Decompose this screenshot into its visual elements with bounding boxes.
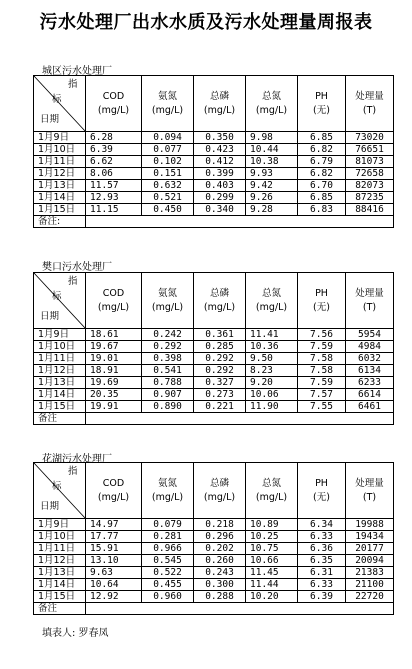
- table-row: [34, 389, 394, 401]
- column-header-volume: [346, 273, 394, 329]
- column-unit: (T): [362, 104, 377, 116]
- column-title: 总磷: [209, 90, 229, 102]
- ammonia-cell: 0.522: [142, 567, 194, 579]
- tp-cell: 0.340: [194, 204, 246, 216]
- cod-cell: 9.63: [86, 567, 142, 579]
- ph-cell: 6.85: [298, 132, 346, 144]
- header-date: 日期: [40, 311, 60, 322]
- tn-cell: 9.42: [246, 180, 298, 192]
- volume-cell: 81073: [346, 156, 394, 168]
- date-cell: 1月14日: [34, 579, 86, 591]
- tn-cell: 10.66: [246, 555, 298, 567]
- cod-cell: 17.77: [86, 531, 142, 543]
- volume-cell: 6461: [346, 401, 394, 413]
- cod-cell: 6.39: [86, 144, 142, 156]
- column-unit: (mg/L): [151, 491, 184, 503]
- note-label: 备注: [34, 413, 86, 425]
- column-title: PH: [315, 90, 328, 102]
- diagonal-header-cell: [34, 76, 86, 132]
- cod-cell: 13.10: [86, 555, 142, 567]
- tp-cell: 0.285: [194, 341, 246, 353]
- column-header-ph: [298, 273, 346, 329]
- header-indicator-2: 标: [52, 94, 62, 105]
- column-header-tp: [194, 273, 246, 329]
- column-title: 总氮: [261, 287, 281, 299]
- tp-cell: 0.221: [194, 401, 246, 413]
- column-title: 处理量: [355, 477, 384, 489]
- date-cell: 1月15日: [34, 204, 86, 216]
- header-indicator: 指: [68, 276, 78, 287]
- column-unit: (mg/L): [97, 491, 130, 503]
- column-header-ph: [298, 76, 346, 132]
- header-row: [34, 273, 394, 329]
- date-cell: 1月13日: [34, 567, 86, 579]
- header-indicator-2: 标: [52, 481, 62, 492]
- note-content: [86, 216, 394, 228]
- ammonia-cell: 0.545: [142, 555, 194, 567]
- table-row: [34, 519, 394, 531]
- ph-cell: 6.79: [298, 156, 346, 168]
- date-cell: 1月10日: [34, 144, 86, 156]
- cod-cell: 8.06: [86, 168, 142, 180]
- ph-cell: 6.33: [298, 531, 346, 543]
- column-unit: (mg/L): [203, 491, 236, 503]
- column-title: 总氮: [261, 90, 281, 102]
- tp-cell: 0.399: [194, 168, 246, 180]
- ammonia-cell: 0.450: [142, 204, 194, 216]
- cod-cell: 11.15: [86, 204, 142, 216]
- ammonia-cell: 0.094: [142, 132, 194, 144]
- cod-cell: 19.67: [86, 341, 142, 353]
- date-cell: 1月13日: [34, 377, 86, 389]
- ammonia-cell: 0.541: [142, 365, 194, 377]
- column-unit: (T): [362, 491, 377, 503]
- ph-cell: 6.83: [298, 204, 346, 216]
- volume-cell: 72658: [346, 168, 394, 180]
- ph-cell: 7.57: [298, 389, 346, 401]
- ammonia-cell: 0.890: [142, 401, 194, 413]
- table-row: [34, 156, 394, 168]
- volume-cell: 21383: [346, 567, 394, 579]
- column-header-volume: [346, 463, 394, 519]
- cod-cell: 15.91: [86, 543, 142, 555]
- table-row: [34, 192, 394, 204]
- table-row: [34, 144, 394, 156]
- ammonia-cell: 0.632: [142, 180, 194, 192]
- cod-cell: 20.35: [86, 389, 142, 401]
- table-row: [34, 567, 394, 579]
- cod-cell: 10.64: [86, 579, 142, 591]
- report-title: 污水处理厂出水水质及污水处理量周报表: [39, 12, 373, 33]
- table-row: [34, 555, 394, 567]
- date-cell: 1月12日: [34, 555, 86, 567]
- column-unit: (mg/L): [151, 104, 184, 116]
- report-table: [33, 75, 394, 228]
- ammonia-cell: 0.907: [142, 389, 194, 401]
- volume-cell: 20094: [346, 555, 394, 567]
- column-title: 处理量: [355, 90, 384, 102]
- table-row: [34, 377, 394, 389]
- column-title: 氨氮: [157, 477, 177, 489]
- cod-cell: 19.91: [86, 401, 142, 413]
- tp-cell: 0.296: [194, 531, 246, 543]
- column-unit: (mg/L): [255, 104, 288, 116]
- tp-cell: 0.403: [194, 180, 246, 192]
- ammonia-cell: 0.788: [142, 377, 194, 389]
- tp-cell: 0.218: [194, 519, 246, 531]
- column-header-tp: [194, 76, 246, 132]
- ph-cell: 6.36: [298, 543, 346, 555]
- volume-cell: 22720: [346, 591, 394, 603]
- tp-cell: 0.299: [194, 192, 246, 204]
- ammonia-cell: 0.079: [142, 519, 194, 531]
- column-title: COD: [102, 90, 125, 102]
- column-title: COD: [102, 477, 125, 489]
- column-unit: (mg/L): [203, 301, 236, 313]
- column-unit: (无): [313, 491, 330, 503]
- tp-cell: 0.288: [194, 591, 246, 603]
- volume-cell: 19434: [346, 531, 394, 543]
- cod-cell: 6.62: [86, 156, 142, 168]
- plant-name-chengqu: 城区污水处理厂: [42, 66, 112, 77]
- date-cell: 1月12日: [34, 365, 86, 377]
- ph-cell: 6.34: [298, 519, 346, 531]
- ph-cell: 6.31: [298, 567, 346, 579]
- date-cell: 1月9日: [34, 132, 86, 144]
- tn-cell: 11.44: [246, 579, 298, 591]
- column-title: 总磷: [209, 477, 229, 489]
- date-cell: 1月15日: [34, 401, 86, 413]
- note-row: [34, 603, 394, 615]
- volume-cell: 73020: [346, 132, 394, 144]
- ph-cell: 6.85: [298, 192, 346, 204]
- ph-cell: 6.33: [298, 579, 346, 591]
- tn-cell: 10.25: [246, 531, 298, 543]
- header-indicator: 指: [68, 79, 78, 90]
- ph-cell: 6.35: [298, 555, 346, 567]
- date-cell: 1月15日: [34, 591, 86, 603]
- ammonia-cell: 0.521: [142, 192, 194, 204]
- ph-cell: 7.55: [298, 401, 346, 413]
- cod-cell: 14.97: [86, 519, 142, 531]
- column-title: 总氮: [261, 477, 281, 489]
- column-unit: (mg/L): [255, 491, 288, 503]
- volume-cell: 20177: [346, 543, 394, 555]
- ammonia-cell: 0.242: [142, 329, 194, 341]
- volume-cell: 6233: [346, 377, 394, 389]
- tp-cell: 0.292: [194, 365, 246, 377]
- column-header-ammonia: [142, 463, 194, 519]
- ph-cell: 6.70: [298, 180, 346, 192]
- tn-cell: 9.26: [246, 192, 298, 204]
- table-row: [34, 401, 394, 413]
- ph-cell: 7.58: [298, 365, 346, 377]
- tp-cell: 0.412: [194, 156, 246, 168]
- tp-cell: 0.260: [194, 555, 246, 567]
- tn-cell: 10.75: [246, 543, 298, 555]
- tn-cell: 10.38: [246, 156, 298, 168]
- tn-cell: 9.93: [246, 168, 298, 180]
- column-unit: (无): [313, 301, 330, 313]
- table-row: [34, 329, 394, 341]
- header-date: 日期: [40, 114, 60, 125]
- date-cell: 1月10日: [34, 341, 86, 353]
- date-cell: 1月11日: [34, 156, 86, 168]
- column-unit: (mg/L): [151, 301, 184, 313]
- tp-cell: 0.423: [194, 144, 246, 156]
- column-title: 氨氮: [157, 90, 177, 102]
- tn-cell: 11.90: [246, 401, 298, 413]
- cod-cell: 12.93: [86, 192, 142, 204]
- volume-cell: 6032: [346, 353, 394, 365]
- tn-cell: 10.06: [246, 389, 298, 401]
- date-cell: 1月13日: [34, 180, 86, 192]
- table-row: [34, 543, 394, 555]
- date-cell: 1月11日: [34, 543, 86, 555]
- column-unit: (mg/L): [97, 104, 130, 116]
- tn-cell: 10.44: [246, 144, 298, 156]
- ammonia-cell: 0.398: [142, 353, 194, 365]
- column-header-ammonia: [142, 273, 194, 329]
- date-cell: 1月9日: [34, 519, 86, 531]
- tn-cell: 10.89: [246, 519, 298, 531]
- plant-name-fankou: 樊口污水处理厂: [42, 262, 112, 273]
- cod-cell: 18.61: [86, 329, 142, 341]
- tn-cell: 9.50: [246, 353, 298, 365]
- note-content: [86, 603, 394, 615]
- column-header-tn: [246, 463, 298, 519]
- tn-cell: 9.20: [246, 377, 298, 389]
- column-unit: (T): [362, 301, 377, 313]
- volume-cell: 21100: [346, 579, 394, 591]
- tp-cell: 0.202: [194, 543, 246, 555]
- tp-cell: 0.273: [194, 389, 246, 401]
- tp-cell: 0.243: [194, 567, 246, 579]
- note-row: [34, 413, 394, 425]
- ammonia-cell: 0.077: [142, 144, 194, 156]
- ammonia-cell: 0.292: [142, 341, 194, 353]
- filled-by: 填表人: 罗春凤: [42, 628, 109, 639]
- header-indicator: 指: [68, 466, 78, 477]
- volume-cell: 19988: [346, 519, 394, 531]
- volume-cell: 6134: [346, 365, 394, 377]
- header-row: [34, 463, 394, 519]
- date-cell: 1月14日: [34, 192, 86, 204]
- date-cell: 1月10日: [34, 531, 86, 543]
- table-row: [34, 132, 394, 144]
- tn-cell: 10.36: [246, 341, 298, 353]
- column-header-tn: [246, 273, 298, 329]
- ammonia-cell: 0.102: [142, 156, 194, 168]
- table-row: [34, 353, 394, 365]
- tp-cell: 0.350: [194, 132, 246, 144]
- ph-cell: 7.59: [298, 341, 346, 353]
- column-title: PH: [315, 477, 328, 489]
- volume-cell: 87235: [346, 192, 394, 204]
- table-row: [34, 579, 394, 591]
- ph-cell: 6.82: [298, 144, 346, 156]
- header-indicator-2: 标: [52, 291, 62, 302]
- column-unit: (mg/L): [203, 104, 236, 116]
- column-header-cod: [86, 273, 142, 329]
- column-header-cod: [86, 463, 142, 519]
- cod-cell: 6.28: [86, 132, 142, 144]
- date-cell: 1月9日: [34, 329, 86, 341]
- table-row: [34, 180, 394, 192]
- ammonia-cell: 0.966: [142, 543, 194, 555]
- note-row: [34, 216, 394, 228]
- column-title: 总磷: [209, 287, 229, 299]
- column-title: 处理量: [355, 287, 384, 299]
- volume-cell: 82073: [346, 180, 394, 192]
- column-header-volume: [346, 76, 394, 132]
- table-row: [34, 365, 394, 377]
- column-title: 氨氮: [157, 287, 177, 299]
- ammonia-cell: 0.455: [142, 579, 194, 591]
- tn-cell: 11.45: [246, 567, 298, 579]
- table-row: [34, 591, 394, 603]
- volume-cell: 5954: [346, 329, 394, 341]
- column-header-cod: [86, 76, 142, 132]
- note-label: 备注:: [34, 216, 86, 228]
- cod-cell: 19.69: [86, 377, 142, 389]
- cod-cell: 12.92: [86, 591, 142, 603]
- ph-cell: 6.82: [298, 168, 346, 180]
- tn-cell: 11.41: [246, 329, 298, 341]
- plant-name-huahu: 花湖污水处理厂: [42, 454, 112, 465]
- cod-cell: 19.01: [86, 353, 142, 365]
- date-cell: 1月12日: [34, 168, 86, 180]
- volume-cell: 76651: [346, 144, 394, 156]
- ph-cell: 7.56: [298, 329, 346, 341]
- report-table: [33, 272, 394, 425]
- header-row: [34, 76, 394, 132]
- column-title: PH: [315, 287, 328, 299]
- cod-cell: 18.91: [86, 365, 142, 377]
- column-header-tn: [246, 76, 298, 132]
- diagonal-header-cell: [34, 273, 86, 329]
- ammonia-cell: 0.281: [142, 531, 194, 543]
- tn-cell: 9.98: [246, 132, 298, 144]
- ph-cell: 6.39: [298, 591, 346, 603]
- column-header-ammonia: [142, 76, 194, 132]
- date-cell: 1月14日: [34, 389, 86, 401]
- ammonia-cell: 0.151: [142, 168, 194, 180]
- table-row: [34, 531, 394, 543]
- header-date: 日期: [40, 501, 60, 512]
- column-header-ph: [298, 463, 346, 519]
- tp-cell: 0.292: [194, 353, 246, 365]
- column-unit: (无): [313, 104, 330, 116]
- tp-cell: 0.361: [194, 329, 246, 341]
- column-title: COD: [102, 287, 125, 299]
- column-header-tp: [194, 463, 246, 519]
- tn-cell: 9.28: [246, 204, 298, 216]
- volume-cell: 6614: [346, 389, 394, 401]
- note-label: 备注: [34, 603, 86, 615]
- ammonia-cell: 0.960: [142, 591, 194, 603]
- tp-cell: 0.300: [194, 579, 246, 591]
- column-unit: (mg/L): [255, 301, 288, 313]
- date-cell: 1月11日: [34, 353, 86, 365]
- tn-cell: 8.23: [246, 365, 298, 377]
- tp-cell: 0.327: [194, 377, 246, 389]
- table-row: [34, 341, 394, 353]
- diagonal-header-cell: [34, 463, 86, 519]
- table-row: [34, 204, 394, 216]
- ph-cell: 7.58: [298, 353, 346, 365]
- volume-cell: 88416: [346, 204, 394, 216]
- ph-cell: 7.59: [298, 377, 346, 389]
- tn-cell: 10.20: [246, 591, 298, 603]
- volume-cell: 4984: [346, 341, 394, 353]
- cod-cell: 11.57: [86, 180, 142, 192]
- report-table: [33, 462, 394, 615]
- note-content: [86, 413, 394, 425]
- table-row: [34, 168, 394, 180]
- column-unit: (mg/L): [97, 301, 130, 313]
